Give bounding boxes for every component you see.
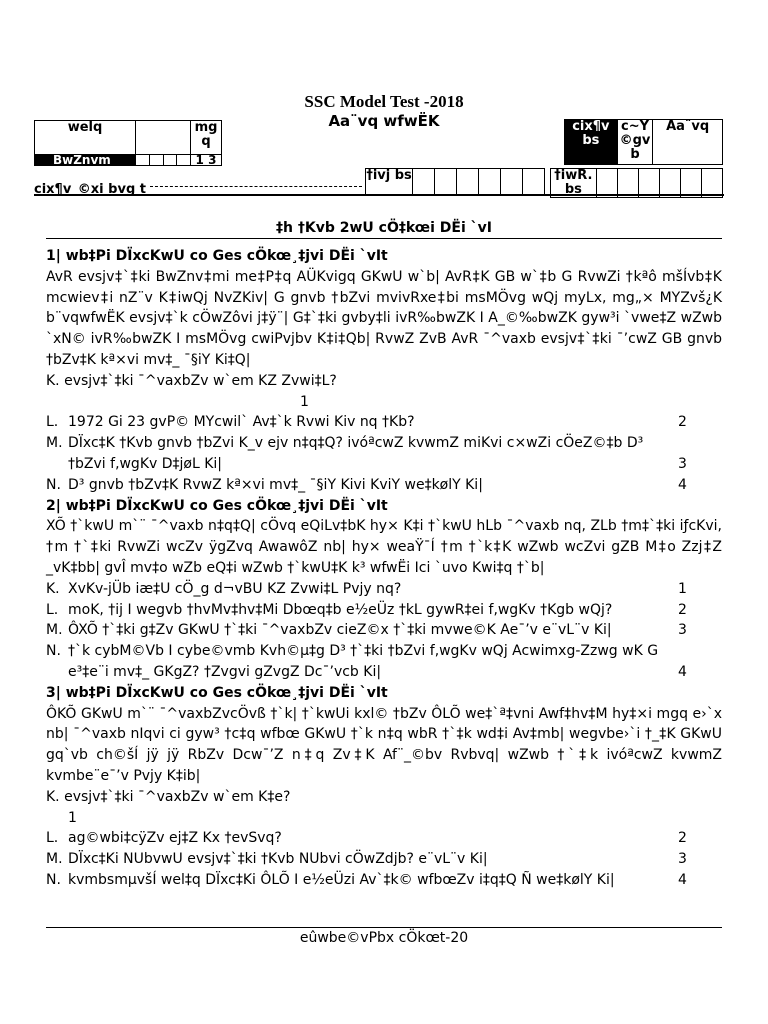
roll-digit-5[interactable] bbox=[500, 169, 522, 195]
roll-box bbox=[365, 168, 545, 195]
subject-code-label: mg q bbox=[191, 121, 222, 155]
subject-box bbox=[34, 120, 222, 166]
page-title: SSC Model Test -2018 bbox=[304, 92, 464, 111]
question-1 bbox=[46, 246, 722, 496]
question-stem: ÔKÕ GKwU m`¨ ¯^vaxbZvcÖvß †`k| †`kwUi kxl© †bZv ÔLÕ we‡`ª‡vni Awf‡hv‡M hy‡×i mgq e›`x nb| ¯^vaxb nIqvi ci gyw³ †c‡q wfbœ GKwU †`k n‡q wbR †`‡k wd‡i Av‡mb| wegvbe›`i †_‡K GKwU gq`vb ch©šÍ jÿ jÿ RbZv Dcw¯’Z n‡q Zv‡K Af¨_©bv Rvbvq| wZwb †`‡k ivóªcwZ kvwmZ kvmbe¨e¯’v Pvjy K‡ib| bbox=[46, 705, 722, 784]
part-marks: 3 bbox=[678, 622, 687, 639]
question-2 bbox=[46, 496, 722, 683]
set-box bbox=[564, 119, 723, 165]
part-text: †`k cybM©Vb I cybe©vmb Kvh©µ‡g D³ †`‡ki †bZvi f‚wgKv wQj Acwimxg-Zzwg wK G e³‡e¨i mv‡_ GKgZ? †Zvgvi gZvgZ Dc¯’vcb Ki| bbox=[68, 643, 659, 680]
part-label: K. bbox=[46, 788, 60, 805]
part-label: N. bbox=[46, 643, 61, 660]
instruction: ‡h †Kvb 2wU cÖ‡kœi DËi `vI bbox=[276, 220, 492, 236]
question-part-l bbox=[46, 412, 722, 433]
question-part-k bbox=[46, 579, 722, 600]
question-stem: XÕ †`kwU m`¨ ¯^vaxb n‡q‡Q| cÖvq eQiLv‡bK hy× K‡i †`kwU hLb ¯^vaxb nq, ZLb †m‡`‡ki iƒcKvi, †m †`‡ki RvwZi wcZv ÿgZvq AwawôZ nb| hy× weaŸ¯Í †m †`k‡K wZwb wcZvi gZB M‡o Zzj‡Z _vK‡bb| gvÎ mv‡o wZb eQ‡i wZwb †`kwU‡K k³ wfwËi Ici `uvo Kwi‡q †`b| bbox=[46, 518, 722, 576]
student-name-label: cix¶v_©xi bvg t bbox=[34, 182, 146, 197]
student-name-field[interactable] bbox=[150, 186, 362, 187]
part-marks: 4 bbox=[678, 663, 687, 680]
question-part-k bbox=[46, 787, 722, 829]
part-marks: 2 bbox=[678, 601, 687, 618]
part-marks: 3 bbox=[678, 455, 687, 472]
set-box-cell-1: cix¶v bs bbox=[565, 120, 618, 165]
question-list bbox=[46, 246, 722, 891]
question-part-m bbox=[46, 849, 722, 870]
part-label: L. bbox=[46, 414, 59, 431]
question-part-m bbox=[46, 620, 722, 641]
subject-title: Aa¨vq wfwËK bbox=[328, 112, 440, 130]
roll-digit-3[interactable] bbox=[457, 169, 479, 195]
question-stem: AvR evsjv‡`‡ki BwZnv‡mi me‡P‡q AÜKvigq GKwU w`b| AvR‡K GB w`‡b G RvwZi †kªô mšÍvb‡K mcwiev‡i nZ¨v K‡iwQj NvZKiv| G gnvb †bZvi mvivRxe‡bi msMÖvg wQj myLx, mg„× MYZvš¿K b¨vqwfwËK evsjv‡`k cÖwZôvi j‡ÿ¨| G‡`‡ki gvby‡li ivR‰bwZK I A_©‰bwZK gyw³i `vwe‡Z wZwb `xN© ivR‰bwZK I msMÖvg cwiPvjbv K‡i‡Qb| RvwZ ZvB AvR ¯^vaxb evsjv‡`‡ki ¯’cwZ GB gnvb †bZv‡K kª×vi mv‡_ ¯§iY Ki‡Q| bbox=[46, 268, 722, 368]
set-box-cell-2: c~Y ©gv b bbox=[617, 120, 653, 165]
part-text: evsjv‡`‡ki ¯^vaxbZv w`em K‡e? bbox=[64, 788, 291, 805]
subject-sub-label: BwZnvm bbox=[35, 155, 136, 166]
part-marks: 2 bbox=[678, 830, 687, 847]
registration-label: †iwR. bs bbox=[551, 169, 597, 198]
part-text: D³ gnvb †bZv‡K RvwZ kª×vi mv‡_ ¯§iY Kivi KviY we‡kølY Ki| bbox=[68, 476, 483, 493]
roll-digit-6[interactable] bbox=[522, 169, 544, 195]
part-label: K. bbox=[46, 580, 60, 597]
question-part-n bbox=[46, 641, 722, 683]
question-part-l bbox=[46, 828, 722, 849]
question-part-n bbox=[46, 870, 722, 891]
question-part-m bbox=[46, 433, 722, 475]
part-marks: 4 bbox=[678, 871, 687, 888]
part-text: 1972 Gi 23 gvP© MYcwil` Av‡`k Rvwi Kiv nq †Kb? bbox=[68, 414, 415, 431]
part-label: L. bbox=[46, 830, 59, 847]
question-3 bbox=[46, 683, 722, 891]
part-label: M. bbox=[46, 622, 63, 639]
part-marks: 4 bbox=[678, 476, 687, 493]
roll-digit-1[interactable] bbox=[413, 169, 435, 195]
part-text: moK, †ij I wegvb †hvMv‡hv‡Mi Dbœq‡b e½eÜz †kL gywR‡ei f‚wgKv †Kgb wQj? bbox=[68, 601, 613, 618]
part-text: evsjv‡`‡ki ¯^vaxbZv w`em KZ Zvwi‡L? bbox=[64, 372, 337, 389]
part-label: N. bbox=[46, 476, 61, 493]
part-text: kvmbsmµvšÍ wel‡q DÏxc‡Ki ÔLÕ I e½eÜzi Av`‡k© wfbœZv i‡q‡Q Ñ we‡kølY Ki| bbox=[68, 871, 615, 888]
part-label: K. bbox=[46, 372, 60, 389]
part-marks: 3 bbox=[678, 851, 687, 868]
part-text: DÏxc‡Ki NUbvwU evsjv‡`‡ki †Kvb NUbvi cÖwZdjb? e¨vL¨v Ki| bbox=[68, 851, 488, 868]
subject-digit-cells bbox=[136, 155, 191, 166]
part-label: M. bbox=[46, 435, 63, 452]
instruction-divider bbox=[46, 238, 722, 239]
subject-code-value: 1 3 bbox=[191, 155, 222, 166]
roll-digit-4[interactable] bbox=[479, 169, 501, 195]
part-label: N. bbox=[46, 871, 61, 888]
roll-digit-2[interactable] bbox=[435, 169, 457, 195]
subject-blank-cell bbox=[136, 121, 191, 155]
part-text: ÔXÕ †`‡ki g‡Zv GKwU †`‡ki ¯^vaxbZv cieZ©x †`‡ki mvwe©K Ae¯’v e¨vL¨v Ki| bbox=[68, 622, 612, 639]
question-part-l bbox=[46, 600, 722, 621]
subject-label: welq bbox=[35, 121, 136, 155]
part-marks: 1 bbox=[68, 809, 77, 826]
part-marks: 1 bbox=[300, 393, 309, 410]
part-marks: 2 bbox=[678, 414, 687, 431]
part-marks: 1 bbox=[678, 580, 687, 597]
part-text: DÏxc‡K †Kvb gnvb †bZvi K_v ejv n‡q‡Q? ivóªcwZ kvwmZ miKvi c×wZi cÖeZ©‡b D³ †bZvi f‚wgKv D‡jøL Ki| bbox=[68, 435, 644, 472]
footer-text: eûwbe©vPbx cÖkœt-20 bbox=[299, 930, 469, 946]
question-heading: 1| wb‡Pi DÏxcKwU co Ges cÖkœ¸‡jvi DËi `vIt bbox=[46, 248, 388, 264]
part-text: XvKv-jÜb iæ‡U cÖ_g d¬vBU KZ Zvwi‡L Pvjy nq? bbox=[68, 580, 402, 597]
footer-divider bbox=[46, 927, 722, 928]
question-heading: 3| wb‡Pi DÏxcKwU co Ges cÖkœ¸‡jvi DËi `vIt bbox=[46, 684, 388, 701]
header-divider bbox=[34, 194, 724, 196]
part-label: M. bbox=[46, 851, 63, 868]
part-text: ag©wbi‡cÿZv ej‡Z Kx †evSvq? bbox=[68, 830, 282, 847]
set-box-cell-3: Aa¨vq bbox=[653, 120, 723, 165]
question-part-k bbox=[46, 371, 722, 413]
roll-label: †ivj bs bbox=[366, 169, 413, 195]
question-part-n bbox=[46, 475, 722, 496]
question-heading: 2| wb‡Pi DÏxcKwU co Ges cÖkœ¸‡jvi DËi `vIt bbox=[46, 497, 388, 514]
part-label: L. bbox=[46, 601, 59, 618]
